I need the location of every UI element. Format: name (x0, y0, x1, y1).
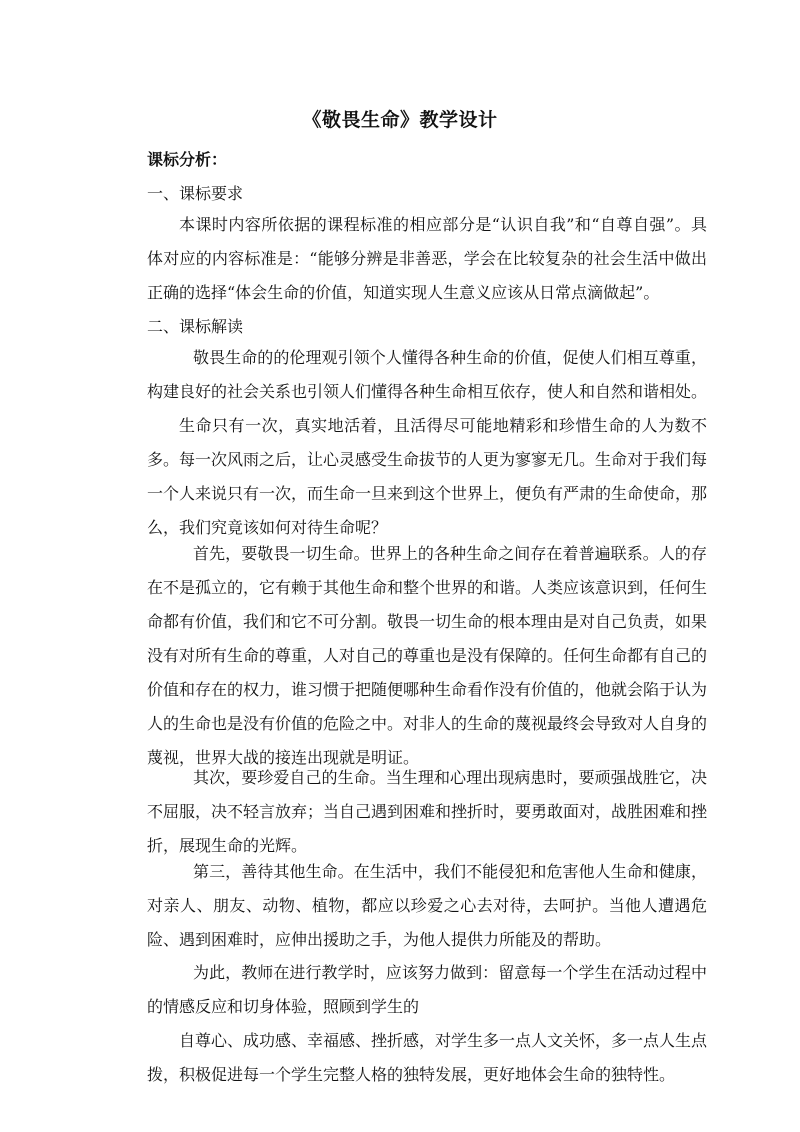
paragraph-6: 为此，教师在进行教学时，应该努力做到：留意每一个学生在活动过程中的情感反应和切身体验，照顾到学生的 (147, 963, 707, 1016)
paragraph-7: 自尊心、成功感、幸福感、挫折感，对学生多一点人文关怀，多一点人生点拨，积极促进每一个学生完整人格的独特发展，更好地体会生命的独特性。 (147, 1031, 708, 1084)
part2-heading: 二、课标解读 (147, 317, 244, 336)
paragraph-3: 首先，要敬畏一切生命。世界上的各种生命之间存在着普遍联系。人的存在不是孤立的，它有赖于其他生命和整个世界的和谐。人类应该意识到，任何生命都有价值，我们和它不可分割。敬畏一切生命的根本理由是对自己负责，如果没有对所有生命的尊重，人对自己的尊重也是没有保障的。任何生命都有自己的价值和存在的权力，谁习惯于把随便哪种生命看作没有价值的，他就会陷于认为人的生命也是没有价值的危险之中。对非人的生命的蔑视最终会导致对人自身的蔑视，世界大战的接连出现就是明证。 (147, 544, 708, 767)
part1-paragraph: 本课时内容所依据的课程标准的相应部分是“认识自我”和“自尊自强”。具体对应的内容标准是：“能够分辨是非善恶，学会在比较复杂的社会生活中做出正确的选择“体会生命的价值，知道实现人生意义应该从日常点滴做起”。 (147, 215, 707, 302)
paragraph-1: 敬畏生命的的伦理观引领个人懂得各种生命的价值，促使人们相互尊重，构建良好的社会关系也引领人们懂得各种生命相互依存，使人和自然和谐相处。 (147, 348, 708, 401)
document-title: 《敬畏生命》教学设计 (302, 109, 498, 131)
paragraph-4: 其次，要珍爱自己的生命。当生理和心理出现病患时，要顽强战胜它，决不屈服，决不轻言放弃；当自己遇到困难和挫折时，要勇敢面对，战胜困难和挫折，展现生命的光辉。 (147, 768, 708, 855)
part1-heading: 一、课标要求 (147, 184, 244, 203)
section-heading: 课标分析： (147, 150, 228, 169)
paragraph-5: 第三，善待其他生命。在生活中，我们不能侵犯和危害他人生命和健康，对亲人、朋友、动物、植物，都应以珍爱之心去对待，去呵护。当他人遭遇危险、遇到困难时，应伸出援助之手，为他人提供力所能及的帮助。 (147, 862, 707, 949)
paragraph-2: 生命只有一次，真实地活着，且活得尽可能地精彩和珍惜生命的人为数不多。每一次风雨之后，让心灵感受生命拔节的人更为寥寥无几。生命对于我们每一个人来说只有一次，而生命一旦来到这个世界上，便负有严肃的生命使命，那么，我们究竟该如何对待生命呢？ (147, 416, 708, 537)
